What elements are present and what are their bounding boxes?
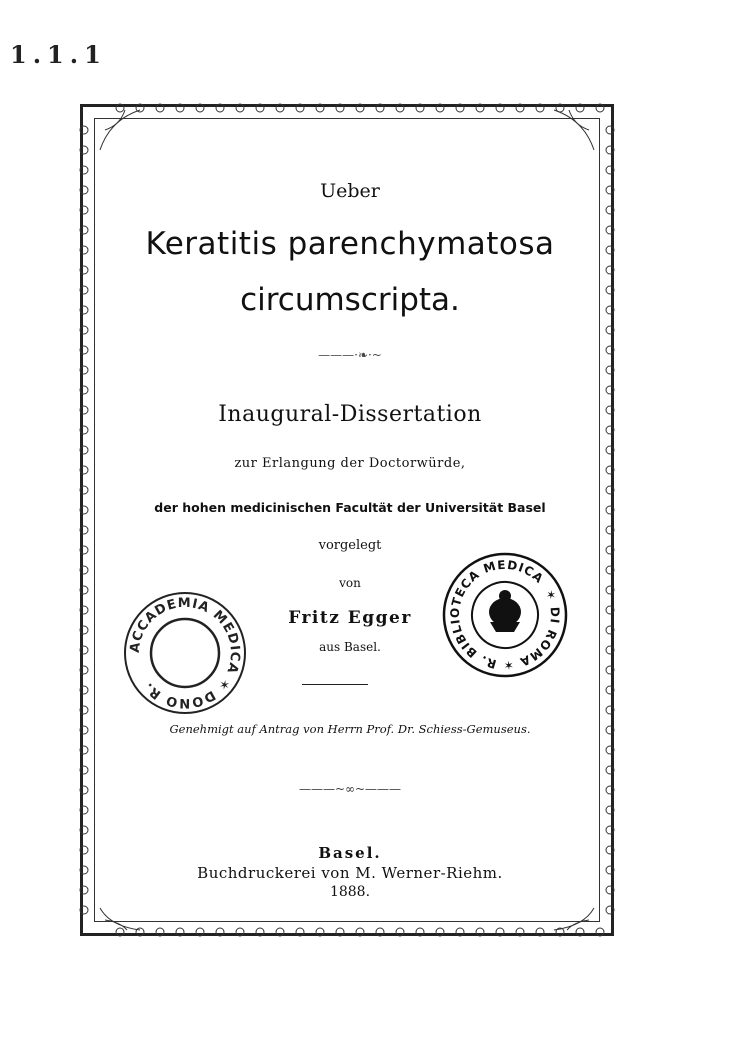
border-scallop xyxy=(80,706,88,714)
border-scallop xyxy=(606,206,614,214)
divider-ornament-1: ———·❧·~ xyxy=(318,348,382,362)
border-scallop xyxy=(176,104,184,112)
border-scallop xyxy=(606,426,614,434)
border-scallop xyxy=(606,906,614,914)
border-scallop xyxy=(80,766,88,774)
border-scallop xyxy=(80,846,88,854)
border-scallop xyxy=(606,666,614,674)
border-scallop xyxy=(606,126,614,134)
border-scallop xyxy=(80,246,88,254)
border-scallop xyxy=(596,104,604,112)
border-scallop xyxy=(276,928,284,936)
border-scallop xyxy=(356,928,364,936)
border-scallop xyxy=(80,526,88,534)
border-scallop xyxy=(496,928,504,936)
border-scallop xyxy=(80,186,88,194)
submitted-word: vorgelegt xyxy=(318,538,382,553)
border-scallop xyxy=(496,104,504,112)
border-scallop xyxy=(80,866,88,874)
border-scallop xyxy=(606,706,614,714)
border-scallop xyxy=(196,928,204,936)
border-scallop xyxy=(606,326,614,334)
border-scallop xyxy=(80,826,88,834)
border-scallop xyxy=(80,446,88,454)
border-scallop xyxy=(336,928,344,936)
crest-emblem xyxy=(489,590,521,632)
border-scallop xyxy=(80,906,88,914)
border-scallop xyxy=(80,206,88,214)
border-scallop xyxy=(116,104,124,112)
border-scallop xyxy=(606,266,614,274)
border-scallop xyxy=(80,886,88,894)
svg-text:ACCADEMIA MEDICA ✶ DONO R. xyxy=(128,596,242,710)
border-scallop xyxy=(80,226,88,234)
border-scallop xyxy=(80,306,88,314)
corner-flourish xyxy=(554,110,594,150)
border-scallop xyxy=(116,928,124,936)
border-scallop xyxy=(376,104,384,112)
border-scallop xyxy=(606,366,614,374)
border-scallop xyxy=(606,486,614,494)
border-scallop xyxy=(606,806,614,814)
border-scallop xyxy=(596,928,604,936)
border-scallop xyxy=(80,626,88,634)
border-scallop xyxy=(80,406,88,414)
border-scallop xyxy=(576,928,584,936)
short-rule xyxy=(302,684,368,685)
border-scallop xyxy=(436,104,444,112)
border-scallop xyxy=(80,506,88,514)
border-scallop xyxy=(80,366,88,374)
border-scallop xyxy=(80,426,88,434)
border-scallop xyxy=(196,104,204,112)
border-scallop xyxy=(606,766,614,774)
border-scallop xyxy=(606,566,614,574)
border-scallop xyxy=(80,466,88,474)
border-scallop xyxy=(80,566,88,574)
border-scallop xyxy=(606,446,614,454)
border-scallop xyxy=(80,146,88,154)
border-scallop xyxy=(296,104,304,112)
border-scallop xyxy=(606,746,614,754)
corner-flourish xyxy=(100,908,140,930)
border-scallop xyxy=(216,104,224,112)
by-word: von xyxy=(339,576,361,590)
border-scallop xyxy=(536,928,544,936)
border-scallop xyxy=(80,806,88,814)
shelfmark: 1.1.1 xyxy=(10,40,107,69)
border-scallop xyxy=(516,104,524,112)
border-scallop xyxy=(236,104,244,112)
border-scallop xyxy=(176,928,184,936)
border-scallop xyxy=(606,686,614,694)
border-scallop xyxy=(80,326,88,334)
imprint-printer: Buchdruckerei von M. Werner-Riehm. xyxy=(197,864,503,882)
border-scallop xyxy=(536,104,544,112)
border-scallop xyxy=(396,104,404,112)
over-word: Ueber xyxy=(320,180,380,202)
border-scallop xyxy=(216,928,224,936)
border-scallop xyxy=(80,746,88,754)
border-scallop xyxy=(80,666,88,674)
border-scallop xyxy=(476,104,484,112)
border-scallop xyxy=(156,104,164,112)
dissertation-label: Inaugural-Dissertation xyxy=(218,402,482,427)
border-scallop xyxy=(606,386,614,394)
border-scallop xyxy=(356,104,364,112)
border-scallop xyxy=(80,166,88,174)
approval-line: Genehmigt auf Antrag von Herrn Prof. Dr. Schiess-Gemuseus. xyxy=(169,722,531,736)
border-scallop xyxy=(236,928,244,936)
border-scallop xyxy=(606,826,614,834)
author-origin: aus Basel. xyxy=(319,640,381,654)
border-scallop xyxy=(80,126,88,134)
border-scallop xyxy=(80,546,88,554)
border-scallop xyxy=(316,104,324,112)
border-scallop xyxy=(476,928,484,936)
border-scallop xyxy=(316,928,324,936)
border-scallop xyxy=(256,104,264,112)
border-scallop xyxy=(296,928,304,936)
imprint-year: 1888. xyxy=(329,884,371,900)
border-scallop xyxy=(416,104,424,112)
border-scallop xyxy=(80,286,88,294)
library-stamp-right xyxy=(440,550,570,680)
border-scallop xyxy=(80,606,88,614)
border-scallop xyxy=(80,726,88,734)
border-scallop xyxy=(80,386,88,394)
left-stamp-ring-text: ACCADEMIA MEDICA ✶ DONO R. xyxy=(127,595,243,711)
border-scallop xyxy=(80,686,88,694)
border-scallop xyxy=(80,786,88,794)
border-scallop xyxy=(516,928,524,936)
border-scallop xyxy=(276,104,284,112)
border-scallop xyxy=(396,928,404,936)
corner-flourish xyxy=(100,110,140,150)
divider-ornament-2: ———~∞~——— xyxy=(298,782,402,796)
border-scallop xyxy=(416,928,424,936)
border-scallop xyxy=(606,526,614,534)
border-scallop xyxy=(80,346,88,354)
purpose-line: zur Erlangung der Doctorwürde, xyxy=(234,456,466,471)
border-scallop xyxy=(156,928,164,936)
border-scallop xyxy=(80,646,88,654)
border-scallop xyxy=(256,928,264,936)
imprint-city: Basel. xyxy=(318,844,382,862)
border-scallop xyxy=(80,586,88,594)
title-line-2: circumscripta. xyxy=(240,282,460,318)
faculty-line: der hohen medicinischen Facultät der Universität Basel xyxy=(154,500,546,515)
right-stamp-ring-text: ✶ DI ROMA ✶ R. BIBLIOTECA MEDICA xyxy=(447,557,563,673)
library-stamp-left xyxy=(120,588,250,718)
title-line-1: Keratitis parenchymatosa xyxy=(145,226,555,262)
author-name: Fritz Egger xyxy=(288,608,412,628)
corner-flourish xyxy=(554,908,594,930)
border-scallop xyxy=(606,146,614,154)
border-scallop xyxy=(576,104,584,112)
border-scallop xyxy=(456,104,464,112)
border-scallop xyxy=(456,928,464,936)
border-scallop xyxy=(80,486,88,494)
border-scallop xyxy=(606,166,614,174)
border-scallop xyxy=(80,266,88,274)
border-scallop xyxy=(336,104,344,112)
border-scallop xyxy=(436,928,444,936)
border-scallop xyxy=(376,928,384,936)
